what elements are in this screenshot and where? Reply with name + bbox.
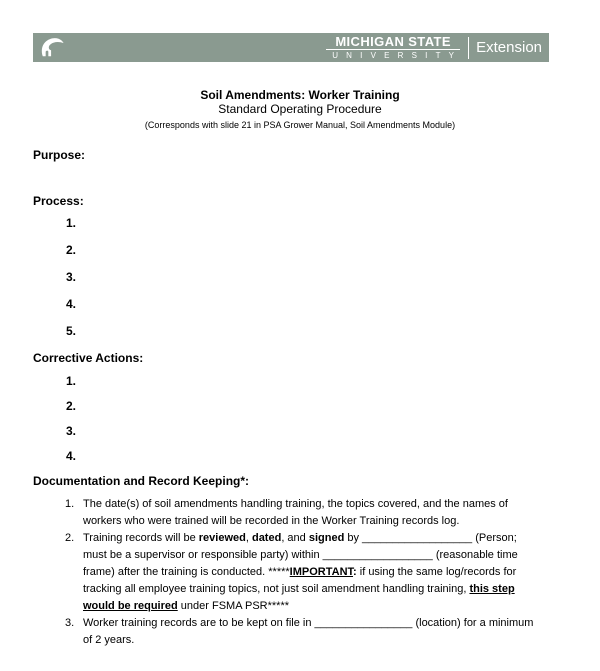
documentation-heading: Documentation and Record Keeping*:	[33, 474, 250, 488]
process-item-4: 4.	[66, 297, 77, 311]
process-item-1: 1.	[66, 216, 77, 230]
document-title-block	[0, 88, 600, 131]
wordmark-michigan-state: MICHIGAN STATE	[326, 36, 460, 50]
process-item-5: 5.	[66, 324, 77, 338]
document-subtitle: Standard Operating Procedure	[218, 102, 382, 116]
item-text: The date(s) of soil amendments handling training, the topics covered, and the names of workers who were trained will be recorded in the Worker Training records log.	[83, 498, 508, 527]
corrective-item-1: 1.	[66, 374, 77, 388]
extension-label: Extension	[476, 39, 542, 56]
corrective-item-2: 2.	[66, 399, 77, 413]
purpose-heading: Purpose:	[33, 148, 86, 162]
msu-wordmark	[326, 33, 463, 60]
msu-extension-banner	[33, 33, 549, 62]
document-note: (Corresponds with slide 21 in PSA Grower Manual, Soil Amendments Module)	[144, 120, 456, 130]
item-number: 1.	[65, 498, 75, 510]
wordmark-university: UNIVERSITY	[332, 50, 463, 60]
item-number: 2.	[65, 532, 75, 544]
corrective-item-3: 3.	[66, 424, 77, 438]
corrective-actions-heading: Corrective Actions:	[33, 351, 144, 365]
process-item-3: 3.	[66, 270, 77, 284]
banner-brand-group	[326, 33, 549, 60]
corrective-actions-list	[33, 374, 570, 463]
document-body	[33, 148, 570, 649]
msu-spartan-helmet-logo-icon	[39, 35, 64, 60]
documentation-list	[33, 496, 570, 649]
corrective-item-4: 4.	[66, 449, 77, 463]
item-text: Training records will be reviewed, dated, and signed by __________________ (Person; must be a supervisor or responsible party) within __________________ (reasonable time frame) after the training is conducted. *****IMPORTANT: if using the same log/records for tracking all employee training topics, not just soil amendment handling training, this step would be required under FSMA PSR*****	[83, 532, 518, 612]
item-text: Worker training records are to be kept on file in ________________ (location) for a minimum of 2 years.	[83, 617, 534, 646]
documentation-item-1	[65, 496, 570, 530]
process-heading: Process:	[33, 194, 84, 208]
document-title: Soil Amendments: Worker Training	[200, 88, 400, 102]
documentation-item-3	[65, 615, 570, 649]
process-item-2: 2.	[66, 243, 77, 257]
process-list	[33, 216, 570, 338]
documentation-item-2	[65, 530, 570, 615]
banner-divider	[468, 37, 469, 59]
item-number: 3.	[65, 617, 75, 629]
